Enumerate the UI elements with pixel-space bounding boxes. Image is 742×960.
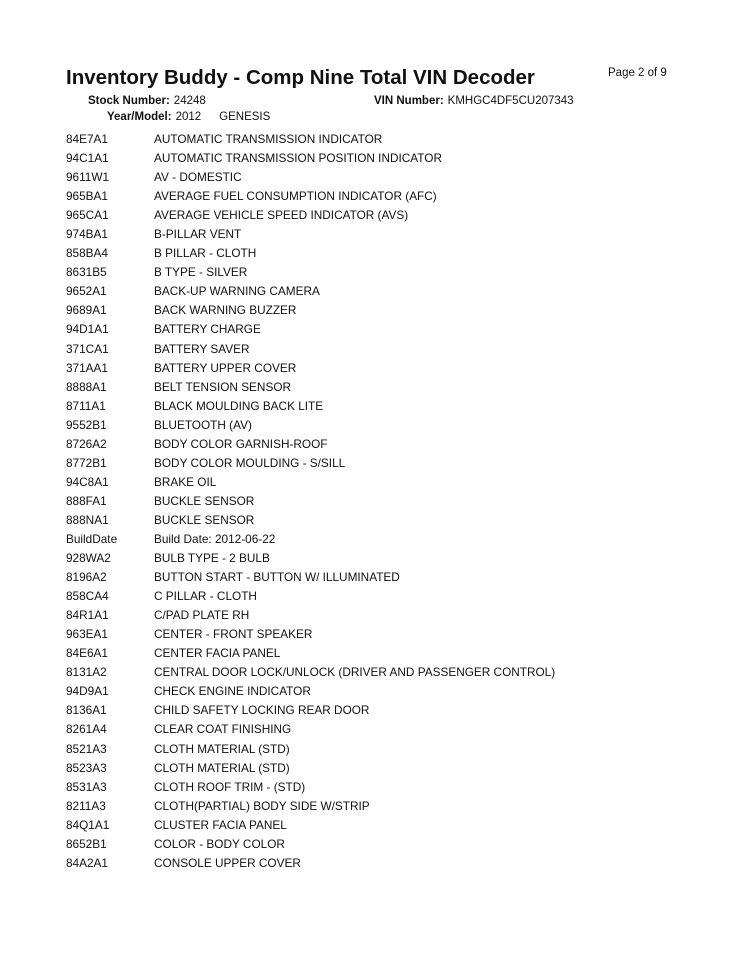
option-code: 8261A4: [66, 722, 107, 737]
option-code: 8131A2: [66, 665, 107, 680]
option-code: 84E6A1: [66, 646, 108, 661]
option-description: BATTERY CHARGE: [154, 322, 261, 337]
vin-number-value: KMHGC4DF5CU207343: [447, 95, 574, 107]
list-item: [66, 568, 686, 587]
option-description: AUTOMATIC TRANSMISSION INDICATOR: [154, 132, 383, 146]
option-description: CONSOLE UPPER COVER: [154, 855, 301, 870]
list-item: [66, 740, 686, 759]
option-code: 965BA1: [66, 189, 108, 204]
option-code: 84R1A1: [66, 608, 109, 623]
option-description: BATTERY UPPER COVER: [154, 360, 297, 375]
option-code: 8652B1: [66, 836, 107, 851]
option-description: BATTERY SAVER: [154, 341, 250, 356]
option-description: B TYPE - SILVER: [154, 265, 248, 280]
list-item: [66, 816, 686, 835]
option-code-list: [66, 130, 686, 873]
year-model-label: Year/Model:: [107, 111, 172, 123]
option-code: BuildDate: [66, 531, 118, 546]
year-model-line: [107, 111, 270, 123]
option-code: 94D1A1: [66, 322, 109, 337]
page-number: Page 2 of 9: [608, 67, 667, 79]
option-code: 8726A2: [66, 436, 107, 451]
option-code: 9689A1: [66, 303, 107, 318]
list-item: [66, 454, 686, 473]
option-code: 8772B1: [66, 455, 107, 470]
list-item: [66, 378, 686, 397]
option-code: 8136A1: [66, 703, 107, 718]
option-code: 84E7A1: [66, 132, 108, 146]
option-code: 858BA4: [66, 246, 108, 261]
option-description: CENTRAL DOOR LOCK/UNLOCK (DRIVER AND PASSENGER CONTROL): [154, 665, 556, 680]
option-code: 371CA1: [66, 341, 109, 356]
list-item: [66, 473, 686, 492]
list-item: [66, 149, 686, 168]
list-item: [66, 511, 686, 530]
list-item: [66, 835, 686, 854]
option-description: BELT TENSION SENSOR: [154, 379, 292, 394]
list-item: [66, 282, 686, 301]
option-code: 8711A1: [66, 398, 106, 413]
year-value: 2012: [175, 111, 202, 123]
option-description: BODY COLOR GARNISH-ROOF: [154, 436, 328, 451]
vin-number-label: VIN Number:: [374, 95, 444, 107]
option-code: 94C8A1: [66, 474, 109, 489]
document-title: Inventory Buddy - Comp Nine Total VIN Decoder: [66, 66, 535, 89]
option-description: BLUETOOTH (AV): [154, 417, 252, 432]
option-description: BUTTON START - BUTTON W/ ILLUMINATED: [154, 570, 400, 585]
option-code: 8211A3: [66, 798, 106, 813]
list-item: [66, 320, 686, 339]
option-code: 8888A1: [66, 379, 107, 394]
list-item: [66, 854, 686, 873]
list-item: [66, 530, 686, 549]
list-item: [66, 435, 686, 454]
list-item: [66, 701, 686, 720]
option-description: COLOR - BODY COLOR: [154, 836, 285, 851]
model-value: GENESIS: [219, 111, 271, 123]
list-item: [66, 682, 686, 701]
option-description: BUCKLE SENSOR: [154, 493, 255, 508]
option-description: AVERAGE FUEL CONSUMPTION INDICATOR (AFC): [154, 189, 437, 204]
list-item: [66, 606, 686, 625]
option-code: 84Q1A1: [66, 817, 110, 832]
option-description: B PILLAR - CLOTH: [154, 246, 257, 261]
stock-number-label: Stock Number:: [88, 95, 170, 107]
option-description: C PILLAR - CLOTH: [154, 589, 257, 604]
option-description: CLOTH MATERIAL (STD): [154, 741, 290, 756]
list-item: [66, 340, 686, 359]
list-item: [66, 644, 686, 663]
option-description: CHILD SAFETY LOCKING REAR DOOR: [154, 703, 370, 718]
option-description: CENTER - FRONT SPEAKER: [154, 627, 313, 642]
option-code: 94C1A1: [66, 151, 109, 166]
option-description: BACK-UP WARNING CAMERA: [154, 284, 320, 299]
option-description: BULB TYPE - 2 BULB: [154, 551, 270, 566]
option-code: 94D9A1: [66, 684, 109, 699]
option-description: BUCKLE SENSOR: [154, 512, 255, 527]
option-description: AV - DOMESTIC: [154, 170, 242, 185]
option-code: 8531A3: [66, 779, 107, 794]
option-description: CLOTH MATERIAL (STD): [154, 760, 290, 775]
option-code: 84A2A1: [66, 855, 108, 870]
option-code: 858CA4: [66, 589, 109, 604]
list-item: [66, 587, 686, 606]
option-description: CLOTH ROOF TRIM - (STD): [154, 779, 306, 794]
list-item: [66, 301, 686, 320]
option-code: 9611W1: [66, 170, 110, 185]
option-description: CENTER FACIA PANEL: [154, 646, 281, 661]
list-item: [66, 130, 686, 149]
list-item: [66, 206, 686, 225]
list-item: [66, 549, 686, 568]
list-item: [66, 397, 686, 416]
option-code: 928WA2: [66, 551, 111, 566]
option-description: CHECK ENGINE INDICATOR: [154, 684, 311, 699]
option-code: 371AA1: [66, 360, 108, 375]
option-code: 965CA1: [66, 208, 109, 223]
option-description: BODY COLOR MOULDING - S/SILL: [154, 455, 346, 470]
vin-number-line: [374, 95, 574, 107]
list-item: [66, 416, 686, 435]
list-item: [66, 168, 686, 187]
list-item: [66, 663, 686, 682]
option-description: BRAKE OIL: [154, 474, 217, 489]
option-description: BLACK MOULDING BACK LITE: [154, 398, 324, 413]
option-code: 9652A1: [66, 284, 107, 299]
option-description: B-PILLAR VENT: [154, 227, 242, 242]
list-item: [66, 625, 686, 644]
list-item: [66, 244, 686, 263]
option-code: 974BA1: [66, 227, 108, 242]
option-description: BACK WARNING BUZZER: [154, 303, 297, 318]
option-code: 888NA1: [66, 512, 109, 527]
option-description: CLUSTER FACIA PANEL: [154, 817, 287, 832]
option-code: 963EA1: [66, 627, 108, 642]
stock-number-line: [88, 95, 206, 107]
list-item: [66, 263, 686, 282]
list-item: [66, 759, 686, 778]
option-code: 8631B5: [66, 265, 107, 280]
stock-number-value: 24248: [173, 95, 206, 107]
list-item: [66, 797, 686, 816]
list-item: [66, 720, 686, 739]
option-description: AVERAGE VEHICLE SPEED INDICATOR (AVS): [154, 208, 409, 223]
option-code: 9552B1: [66, 417, 107, 432]
option-description: AUTOMATIC TRANSMISSION POSITION INDICATOR: [154, 151, 442, 166]
option-description: CLEAR COAT FINISHING: [154, 722, 292, 737]
option-code: 888FA1: [66, 493, 107, 508]
list-item: [66, 187, 686, 206]
list-item: [66, 778, 686, 797]
list-item: [66, 359, 686, 378]
option-description: Build Date: 2012-06-22: [154, 531, 276, 546]
list-item: [66, 225, 686, 244]
option-code: 8196A2: [66, 570, 107, 585]
list-item: [66, 492, 686, 511]
option-description: CLOTH(PARTIAL) BODY SIDE W/STRIP: [154, 798, 370, 813]
option-description: C/PAD PLATE RH: [154, 608, 250, 623]
option-code: 8523A3: [66, 760, 107, 775]
option-code: 8521A3: [66, 741, 107, 756]
